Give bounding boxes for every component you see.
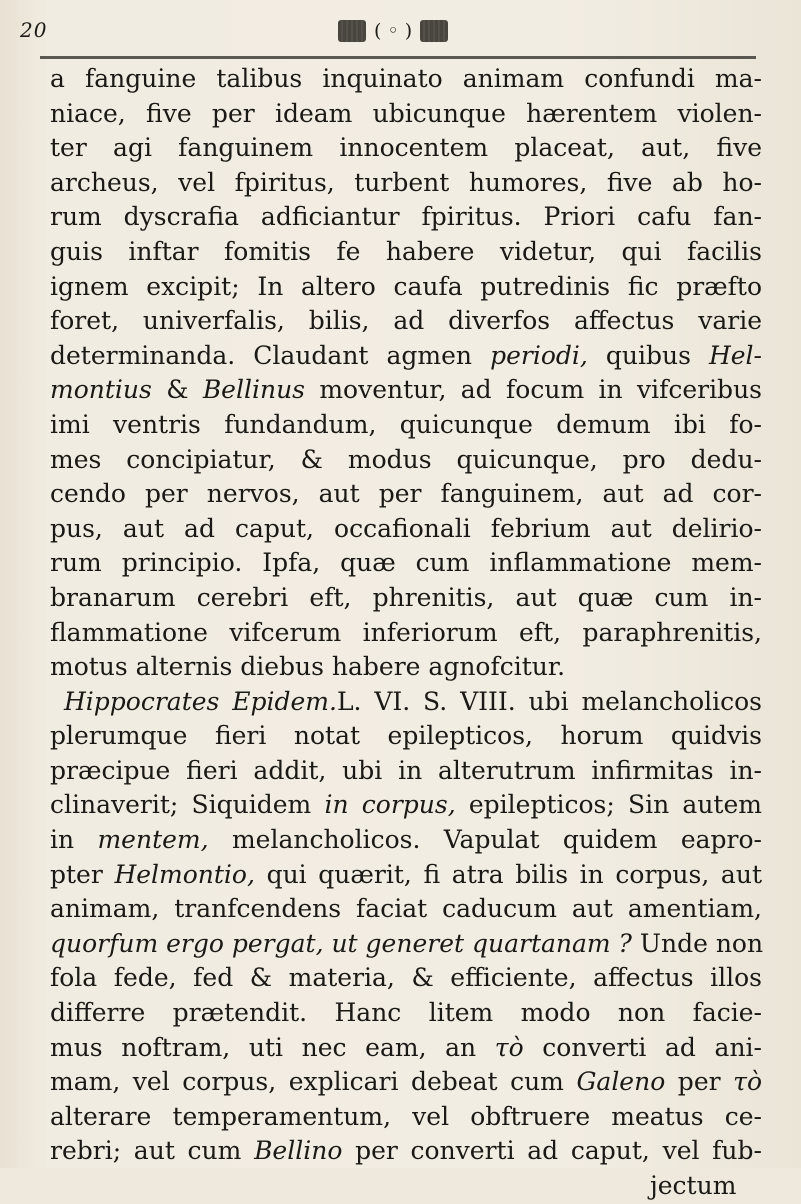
text-line <box>50 200 762 235</box>
text-segment: clinaverit; Siquidem <box>50 790 325 820</box>
text-line <box>50 650 762 685</box>
text-segment: flammatione vifcerum inferiorum eft, paraphrenitis, <box>50 617 762 647</box>
text-segment: rebri; aut cum <box>50 1136 255 1166</box>
text-segment: differre prætendit. Hanc litem modo non facie- <box>50 998 762 1028</box>
text-line <box>50 754 762 789</box>
italic-segment: τὸ <box>494 1032 524 1062</box>
text-line <box>50 235 762 270</box>
text-line <box>50 1169 760 1204</box>
text-segment: foret, univerfalis, bilis, ad diverfos affectus varie <box>50 306 762 336</box>
text-segment: pter <box>50 859 115 889</box>
text-segment: jectum <box>650 1171 737 1200</box>
text-line <box>50 62 762 97</box>
text-line <box>50 823 762 858</box>
header-ornament <box>338 20 448 42</box>
text-line <box>50 373 762 408</box>
text-line <box>50 512 762 547</box>
italic-segment: montius <box>50 375 152 405</box>
page-header <box>20 10 780 54</box>
text-segment: archeus, vel fpiritus, turbent humores, five ab ho- <box>50 167 762 197</box>
body-text <box>50 62 762 1204</box>
text-line <box>50 581 762 616</box>
italic-segment: Bellino <box>254 1136 343 1166</box>
text-segment: per converti ad caput, vel fub- <box>342 1136 762 1166</box>
text-segment: animam, tranfcendens faciat caducum aut amentiam, <box>50 894 762 924</box>
text-line <box>50 616 762 651</box>
text-segment: Unde non <box>631 928 764 958</box>
text-segment: ignem excipit; In altero caufa putredinis fic præfto <box>50 271 762 301</box>
text-segment: qui quærit, fi atra bilis in corpus, aut <box>254 859 762 889</box>
text-line <box>50 166 762 201</box>
text-segment: mes concipiatur, & modus quicunque, pro dedu- <box>50 444 762 474</box>
text-segment: mus noftram, uti nec eam, an <box>50 1032 495 1062</box>
text-line <box>50 996 762 1031</box>
text-segment: moventur, ad focum in vifceribus <box>305 375 762 405</box>
text-segment: L. VI. S. VIII. ubi melancholicos <box>336 686 763 716</box>
header-rule <box>40 56 756 59</box>
text-segment: præcipue fieri addit, ubi in alterutrum infirmitas in- <box>50 755 762 785</box>
text-segment: fola fede, fed & materia, & efficiente, affectus illos <box>50 963 762 993</box>
text-segment: rum dyscrafia adficiantur fpiritus. Priori cafu fan- <box>50 202 762 232</box>
text-line <box>50 443 762 478</box>
text-line <box>50 131 762 166</box>
text-segment: ter agi fanguinem innocentem placeat, aut, five <box>50 133 762 163</box>
text-segment: guis inftar fomitis fe habere videtur, qui facilis <box>50 236 762 266</box>
text-line <box>50 477 762 512</box>
italic-segment: periodi, <box>490 340 588 370</box>
text-line <box>50 270 762 305</box>
text-line <box>50 1065 762 1100</box>
text-segment: in <box>50 825 98 855</box>
italic-segment: quorfum ergo pergat, ut generet quartanam ? <box>50 928 632 958</box>
italic-segment: Hippocrates Epidem. <box>64 686 337 716</box>
text-line <box>50 961 762 996</box>
text-line <box>50 685 762 720</box>
italic-segment: in corpus, <box>324 790 456 820</box>
text-segment: a fanguine talibus inquinato animam confundi ma- <box>50 64 762 93</box>
text-line <box>50 97 762 132</box>
text-line <box>50 408 762 443</box>
italic-segment: Hel- <box>708 340 762 370</box>
text-segment: alterare temperamentum, vel obftruere meatus ce- <box>50 1101 762 1131</box>
text-segment: melancholicos. Vapulat quidem eapro- <box>208 825 762 855</box>
italic-segment: Bellinus <box>202 375 305 405</box>
page-number: 20 <box>20 18 48 42</box>
text-segment: plerumque fieri notat epilepticos, horum quidvis <box>50 721 762 751</box>
text-line <box>50 927 762 962</box>
text-segment: epilepticos; Sin autem <box>455 790 762 820</box>
ornament-right-icon <box>420 20 448 42</box>
text-line <box>50 339 762 374</box>
text-segment: motus alternis diebus habere agnofcitur. <box>50 652 566 682</box>
text-segment: mam, vel corpus, explicari debeat cum <box>50 1067 577 1097</box>
text-line <box>50 1031 762 1066</box>
text-segment: quibus <box>587 340 709 370</box>
italic-segment: mentem, <box>97 825 209 855</box>
text-segment: niace, five per ideam ubicunque hærentem violen- <box>50 98 762 128</box>
text-line <box>50 892 762 927</box>
italic-segment: τὸ <box>733 1067 762 1097</box>
text-segment: imi ventris fundandum, quicunque demum ibi fo- <box>50 409 762 439</box>
text-line <box>50 304 762 339</box>
text-segment: converti ad ani- <box>523 1032 762 1062</box>
text-segment: per <box>665 1067 734 1097</box>
text-segment: branarum cerebri eft, phrenitis, aut quæ cum in- <box>50 582 762 612</box>
text-line <box>50 788 762 823</box>
italic-segment: Galeno <box>576 1067 666 1097</box>
text-line <box>50 546 762 581</box>
ornament-center: ( ◦ ) <box>374 19 413 42</box>
italic-segment: Helmontio, <box>114 859 255 889</box>
text-line <box>50 858 762 893</box>
text-segment: & <box>151 375 203 405</box>
text-segment: cendo per nervos, aut per fanguinem, aut ad cor- <box>50 479 762 509</box>
text-line <box>50 1134 762 1169</box>
text-segment: pus, aut ad caput, occafionali febrium aut delirio- <box>50 513 762 543</box>
ornament-left-icon <box>338 20 366 42</box>
text-segment: rum principio. Ipfa, quæ cum inflammatione mem- <box>50 548 762 578</box>
text-line <box>50 1100 762 1135</box>
text-line <box>50 719 762 754</box>
text-segment: determinanda. Claudant agmen <box>50 340 491 370</box>
